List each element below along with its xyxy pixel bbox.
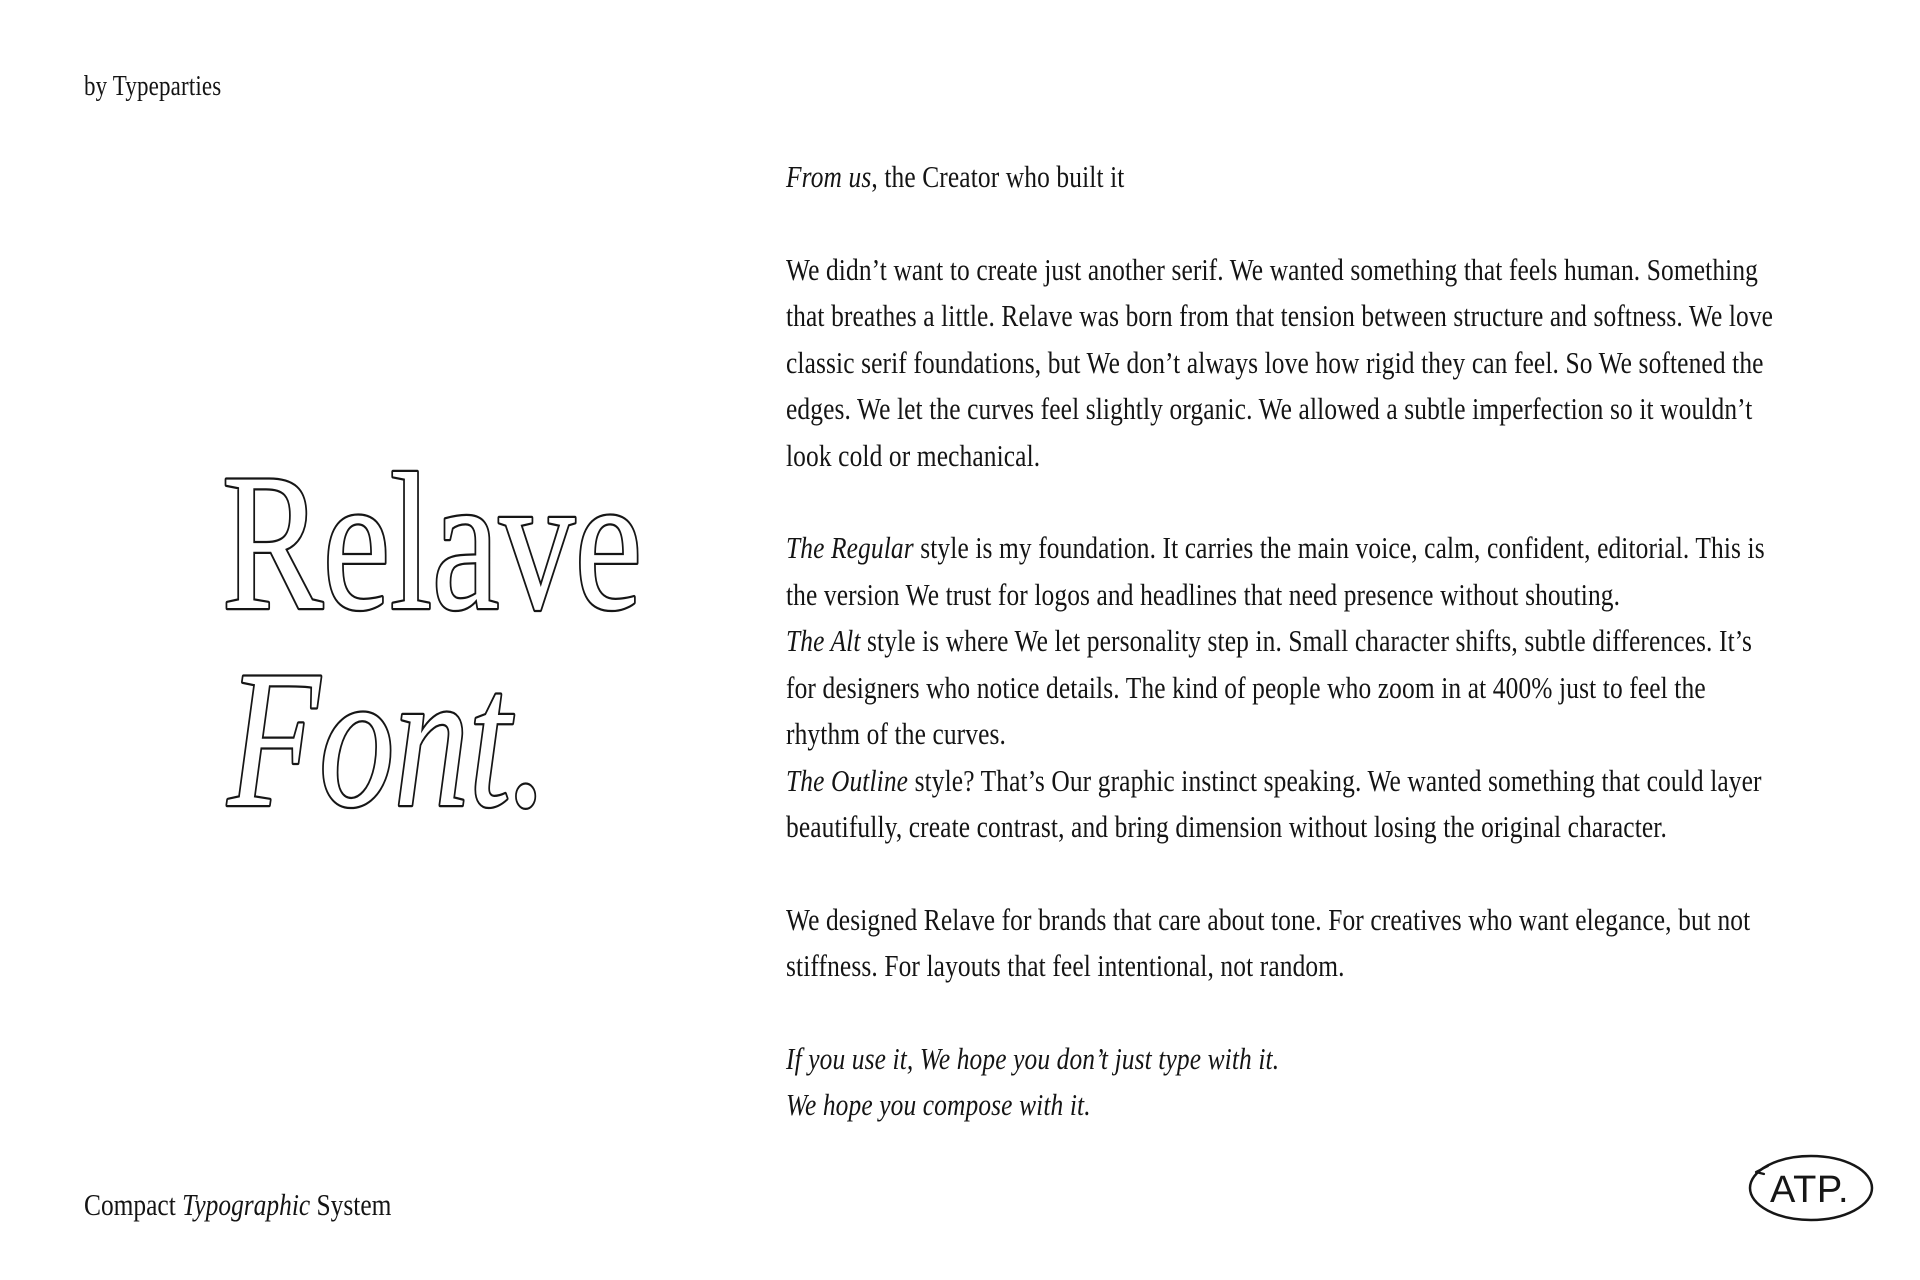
footer-label-prefix: Compact	[84, 1187, 183, 1222]
story-intro-rest: , the Creator who built it	[871, 159, 1125, 194]
story-style-alt	[786, 618, 1782, 758]
atp-logo-svg	[1746, 1146, 1876, 1226]
story-style-regular-name: The Regular	[786, 530, 914, 565]
hero-line-1: Relave	[222, 434, 642, 651]
story-style-regular-text: style is my foundation. It carries the main voice, calm, confident, editorial. This is the version We trust for logos and headlines that need presence without shouting.	[786, 530, 1765, 612]
story-style-outline-text: style? That’s Our graphic instinct speaking. We wanted something that could layer beautifully, create contrast, and bring dimension without losing the original character.	[786, 762, 1762, 844]
footer-label-emphasis: Typographic	[182, 1187, 311, 1222]
story-intro	[786, 154, 1782, 201]
atp-logo-text: ATP.	[1770, 1169, 1850, 1211]
story-paragraph-1-text: We didn’t want to create just another serif. We wanted something that feels human. Something that breathes a little. Relave was born from that tension between structure and softness. We love classic serif foundations, but We don’t always love how rigid they can feel. So We softened the edges. We let the curves feel slightly organic. We allowed a subtle imperfection so it wouldn’t look cold or mechanical.	[786, 251, 1774, 473]
story-style-outline-name: The Outline	[786, 762, 909, 798]
story-paragraph-3	[786, 897, 1782, 990]
atp-logo-arrow-icon	[1756, 1166, 1768, 1174]
story-style-alt-text: style is where We let personality step in. Small character shifts, subtle differences. It’s for designers who notice details. The kind of people who zoom in at 400% just to feel the rhythm of the curves.	[786, 623, 1752, 751]
story-style-alt-name: The Alt	[786, 623, 861, 658]
story-closing-line-1: If you use it, We hope you don’t just type with it.	[786, 1040, 1280, 1076]
story-closing-line-2: We hope you compose with it.	[786, 1087, 1091, 1122]
atp-logo	[1746, 1146, 1876, 1226]
hero-wordmark	[210, 430, 670, 848]
story-style-regular	[786, 525, 1782, 618]
hero-line-2: Font.	[226, 631, 548, 848]
story-intro-emphasis: From us	[786, 159, 872, 194]
story-closing	[786, 1036, 1782, 1129]
footer-label	[84, 1186, 391, 1224]
hero-wordmark-svg	[210, 430, 670, 848]
story-styles	[786, 525, 1782, 851]
story-paragraph-1	[786, 247, 1782, 480]
header-credit: by Typeparties	[84, 71, 222, 102]
story-style-outline	[786, 758, 1782, 851]
story-copy	[786, 154, 1782, 1129]
story-paragraph-3-text: We designed Relave for brands that care about tone. For creatives who want elegance, but not stiffness. For layouts that feel intentional, not random.	[786, 901, 1751, 983]
footer-label-suffix: System	[310, 1187, 392, 1222]
